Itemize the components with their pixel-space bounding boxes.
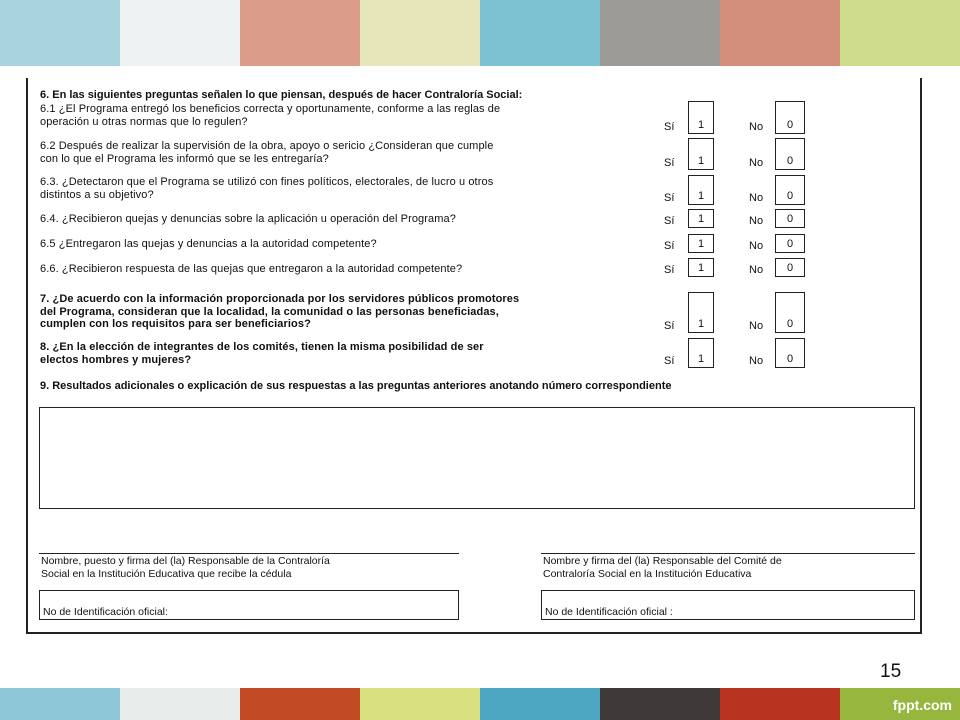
no-value: 0 (786, 119, 794, 131)
question-text: 6.1 ¿El Programa entregó los beneficios correcta y oportunamente, conforme a las reglas de operación u otras normas que lo regulen? (40, 103, 501, 128)
no-label: No (749, 157, 764, 169)
no-answer-box[interactable] (775, 292, 805, 333)
yes-value: 1 (697, 213, 705, 225)
yes-answer-box[interactable] (688, 258, 714, 277)
no-value: 0 (786, 353, 794, 365)
yes-label: Sí (664, 192, 675, 204)
yes-value: 1 (697, 353, 705, 365)
top-band-segment (840, 0, 960, 66)
left-signature-line (39, 553, 459, 554)
yes-answer-box[interactable] (688, 138, 714, 170)
question-text: 6.3. ¿Detectaron que el Programa se utilizó con fines políticos, electorales, de lucro u otros distintos a su objetivo? (40, 176, 494, 201)
yes-label: Sí (664, 157, 675, 169)
question-text: 6.5 ¿Entregaron las quejas y denuncias a la autoridad competente? (40, 238, 377, 250)
yes-value: 1 (697, 119, 705, 131)
question-text: 8. ¿En la elección de integrantes de los comités, tienen la misma posibilidad de ser electos hombres y mujeres? (40, 341, 484, 366)
no-label: No (749, 192, 764, 204)
bottom-band-segment (0, 688, 120, 720)
no-value: 0 (786, 238, 794, 250)
yes-label: Sí (664, 320, 675, 332)
bottom-band-segment (120, 688, 240, 720)
yes-answer-box[interactable] (688, 101, 714, 134)
section-6-title: 6. En las siguientes preguntas señalen lo que piensan, después de hacer Contraloría Social: (40, 89, 523, 101)
no-answer-box[interactable] (775, 138, 805, 170)
no-label: No (749, 355, 764, 367)
no-answer-box[interactable] (775, 209, 805, 228)
yes-answer-box[interactable] (688, 175, 714, 205)
bottom-band-segment (240, 688, 360, 720)
yes-label: Sí (664, 215, 675, 227)
no-label: No (749, 121, 764, 133)
yes-value: 1 (697, 238, 705, 250)
no-value: 0 (786, 262, 794, 274)
no-answer-box[interactable] (775, 175, 805, 205)
right-signature-line (541, 553, 915, 554)
top-band-segment (480, 0, 600, 66)
bottom-band-segment (720, 688, 840, 720)
question-text: 6.2 Después de realizar la supervisión de la obra, apoyo o sericio ¿Consideran que cumple con lo que el Programa les informó que se les entregaría? (40, 140, 494, 165)
question-text: 6.6. ¿Recibieron respuesta de las quejas que entregaron a la autoridad competente? (40, 263, 463, 275)
yes-answer-box[interactable] (688, 338, 714, 368)
yes-value: 1 (697, 318, 705, 330)
question-text: 7. ¿De acuerdo con la información proporcionada por los servidores públicos promotores del Programa, consideran que la localidad, la comunidad o las personas beneficiadas, cumplen con los requisitos para ser beneficiarios? (40, 293, 520, 330)
no-label: No (749, 215, 764, 227)
no-answer-box[interactable] (775, 101, 805, 134)
yes-label: Sí (664, 355, 675, 367)
no-label: No (749, 264, 764, 276)
top-color-band (0, 0, 960, 66)
right-id-label: No de Identificación oficial : (545, 606, 673, 618)
top-band-segment (720, 0, 840, 66)
top-band-segment (0, 0, 120, 66)
yes-value: 1 (697, 190, 705, 202)
top-band-segment (360, 0, 480, 66)
bottom-color-band (0, 688, 960, 720)
yes-label: Sí (664, 240, 675, 252)
left-id-label: No de Identificación oficial: (43, 606, 168, 618)
yes-label: Sí (664, 121, 675, 133)
page-number: 15 (880, 661, 902, 682)
top-band-segment (240, 0, 360, 66)
left-signature-caption: Nombre, puesto y firma del (la) Responsable de la Contraloría Social en la Institución Educativa que recibe la cédula (41, 555, 330, 580)
no-label: No (749, 320, 764, 332)
left-id-box[interactable] (39, 590, 459, 620)
no-value: 0 (786, 213, 794, 225)
yes-answer-box[interactable] (688, 209, 714, 228)
no-value: 0 (786, 155, 794, 167)
no-answer-box[interactable] (775, 338, 805, 368)
question-text: 6.4. ¿Recibieron quejas y denuncias sobre la aplicación u operación del Programa? (40, 213, 456, 225)
bottom-band-segment (360, 688, 480, 720)
right-signature-caption: Nombre y firma del (la) Responsable del Comité de Contraloría Social en la Institución Educativa (543, 555, 782, 580)
no-value: 0 (786, 190, 794, 202)
no-label: No (749, 240, 764, 252)
bottom-band-segment (600, 688, 720, 720)
section-9-title: 9. Resultados adicionales o explicación de sus respuestas a las preguntas anteriores anotando número correspondiente (40, 380, 672, 392)
no-value: 0 (786, 318, 794, 330)
no-answer-box[interactable] (775, 234, 805, 253)
comments-box[interactable] (39, 407, 915, 509)
yes-answer-box[interactable] (688, 292, 714, 333)
bottom-band-segment (480, 688, 600, 720)
yes-answer-box[interactable] (688, 234, 714, 253)
no-answer-box[interactable] (775, 258, 805, 277)
yes-value: 1 (697, 155, 705, 167)
right-id-box[interactable] (541, 590, 915, 620)
top-band-segment (120, 0, 240, 66)
top-band-segment (600, 0, 720, 66)
yes-value: 1 (697, 262, 705, 274)
yes-label: Sí (664, 264, 675, 276)
brand-logo-text: fppt.com (892, 697, 952, 713)
